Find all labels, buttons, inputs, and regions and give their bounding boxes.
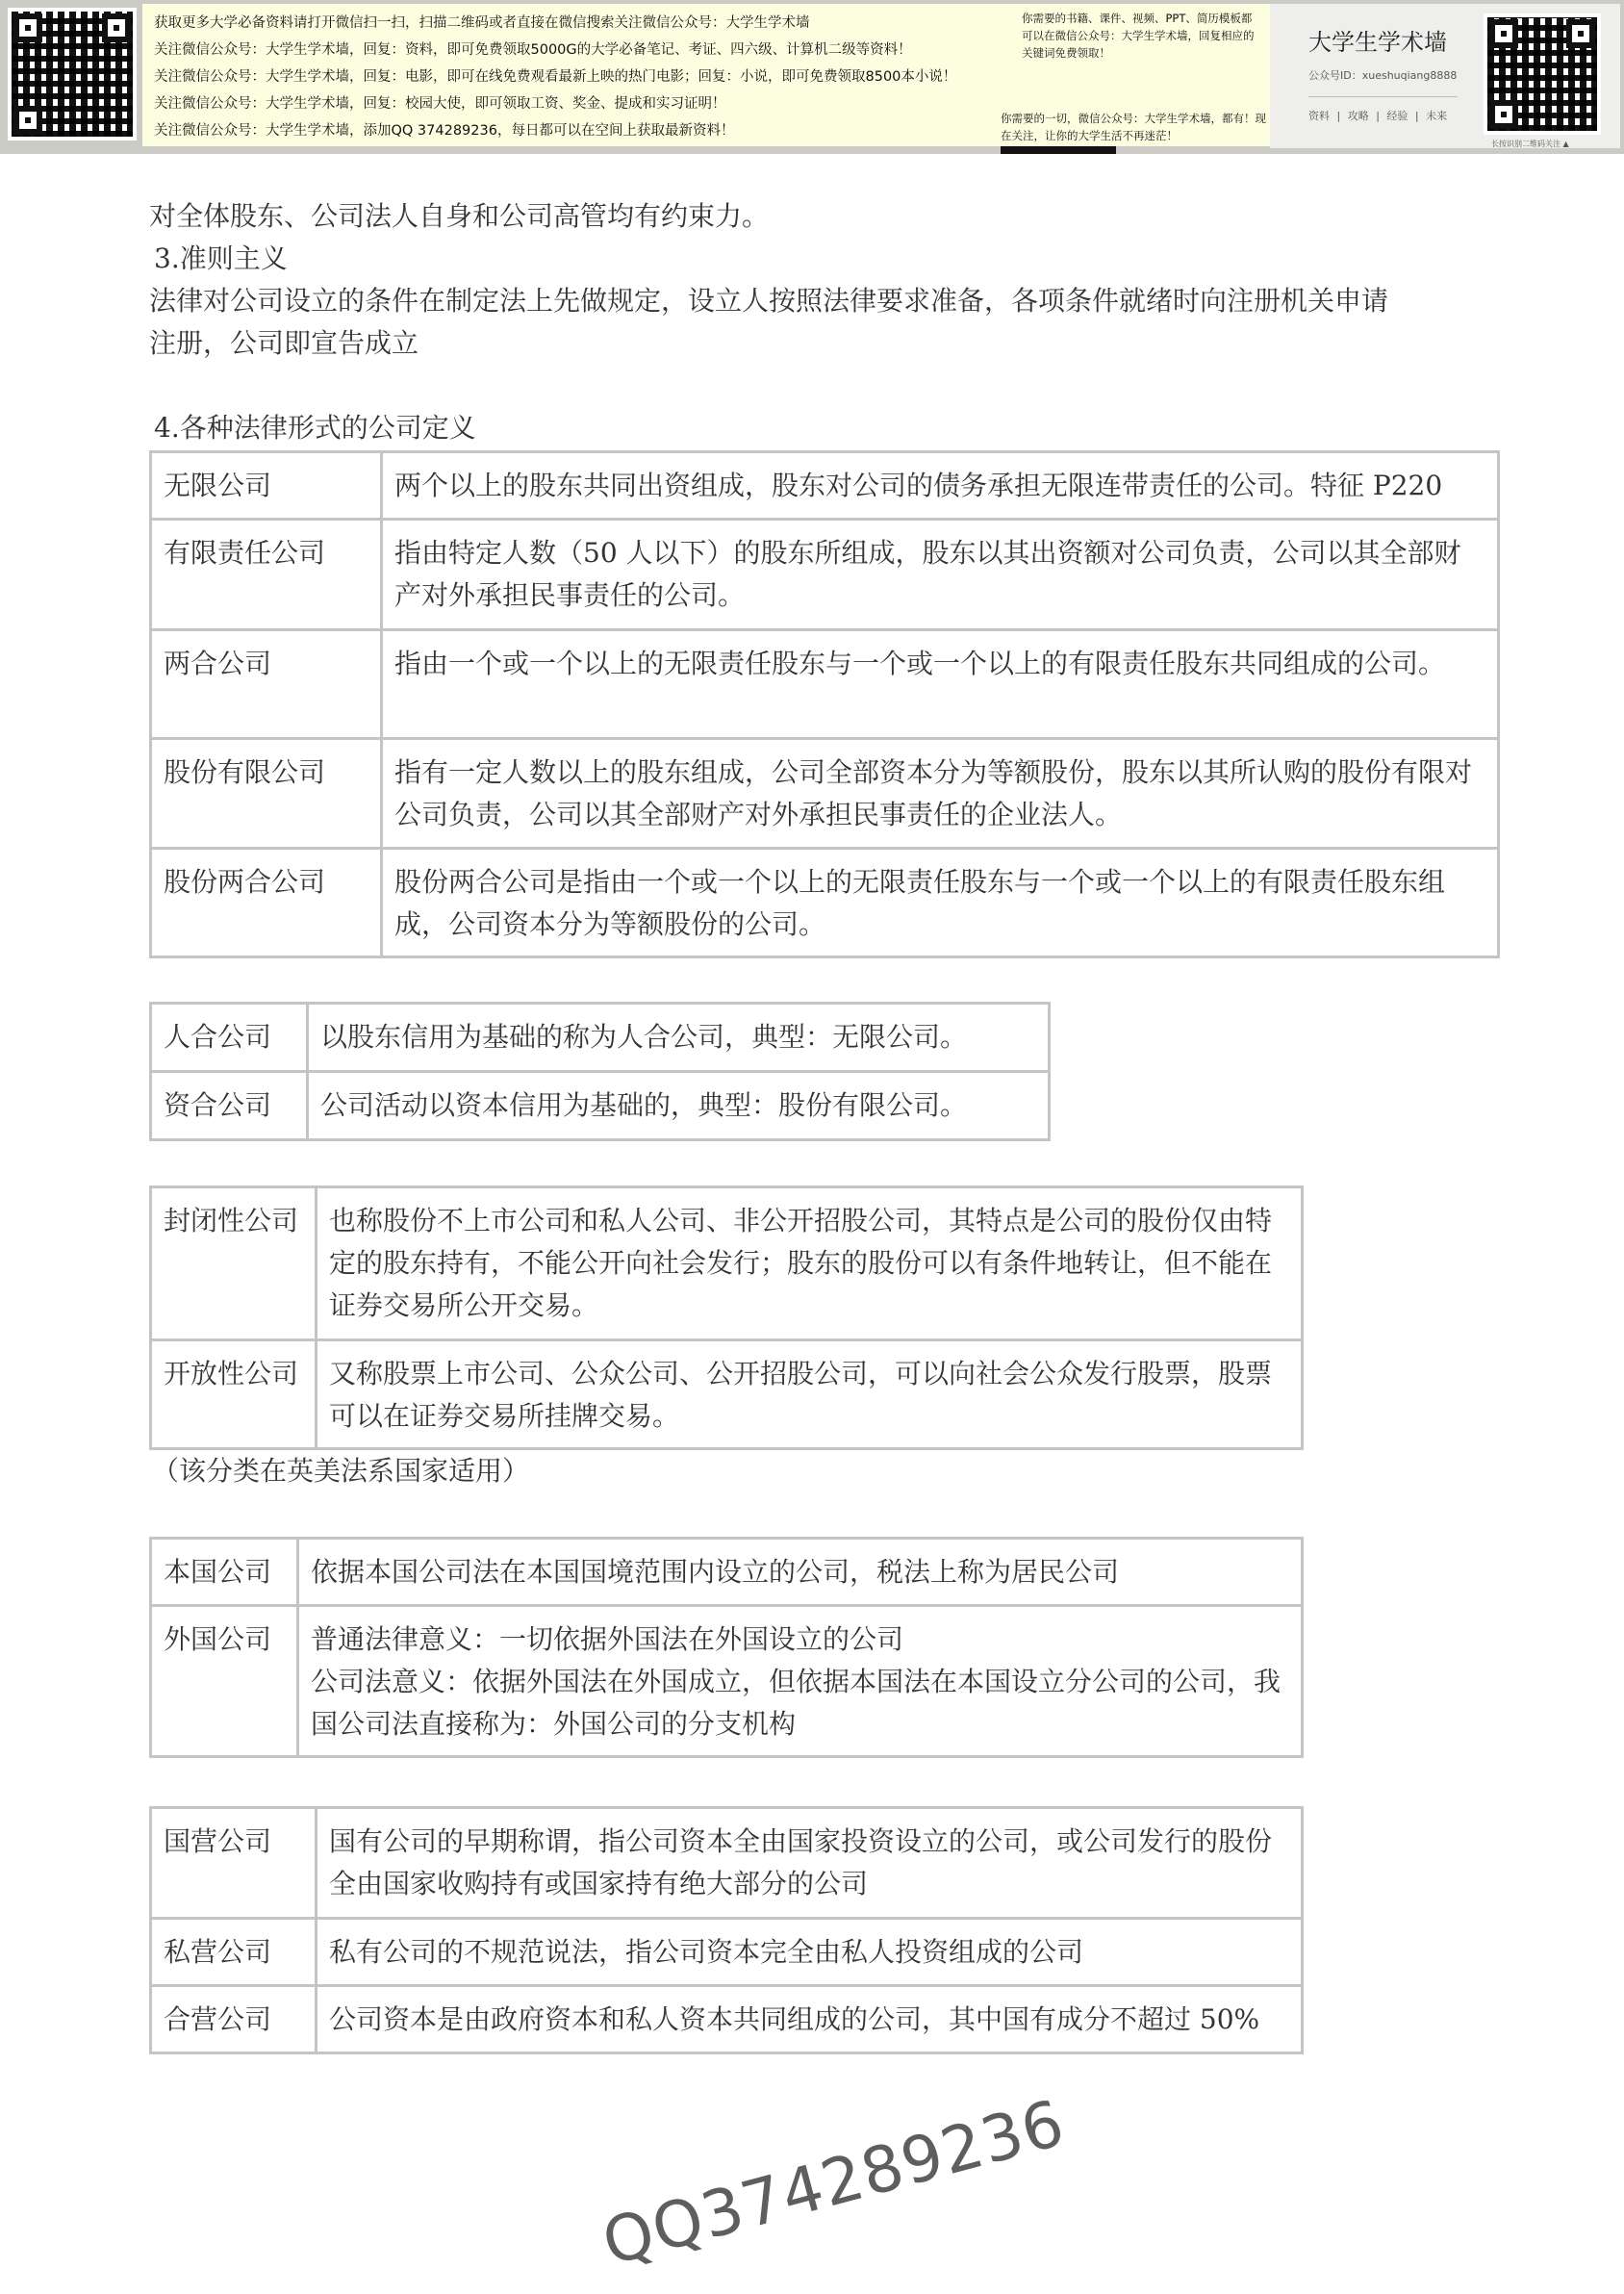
table-row [151, 452, 1499, 520]
table-row [151, 849, 1499, 957]
nationality-table [149, 1537, 1304, 1758]
watermark: QQ374289236 [595, 2085, 1073, 2281]
account-card [1270, 4, 1620, 148]
promo-line: 获取更多大学必备资料请打开微信扫一扫，扫描二维码或者直接在微信搜索关注微信公众号：大学生学术墙 [154, 15, 810, 31]
term: 合营公司 [151, 1986, 317, 2053]
spacer [149, 365, 1515, 407]
term: 国营公司 [151, 1808, 317, 1919]
promo-line: 关注微信公众号：大学生学术墙，添加QQ 374289236，每日都可以在空间上获取最新资料！ [154, 123, 735, 139]
table-row [151, 739, 1499, 849]
term: 资合公司 [151, 1072, 308, 1140]
promo-line: 关注微信公众号：大学生学术墙，回复：校园大使，即可领取工资、奖金、提成和实习证明！ [154, 96, 726, 112]
definition-line: 公司法意义：依据外国法在外国成立，但依据本国法在本国设立分公司的公司，我国公司法直接称为：外国公司的分支机构 [311, 1666, 1281, 1740]
table-row [151, 1539, 1303, 1606]
section-heading: 4.各种法律形式的公司定义 [154, 412, 476, 444]
share-transfer-table [149, 1185, 1304, 1450]
table-row [151, 520, 1499, 630]
table-note: （该分类在英美法系国家适用） [152, 1455, 530, 1487]
promo-line: 关注微信公众号：大学生学术墙，回复：资料，即可免费领取5000G的大学必备笔记、考证、四六级、计算机二级等资料！ [154, 42, 912, 58]
definition: 公司资本是由政府资本和私人资本共同组成的公司，其中国有成分不超过 50% [317, 1986, 1303, 2053]
qr-code-left [8, 8, 137, 140]
body-line: 对全体股东、公司法人自身和公司高管均有约束力。 [149, 200, 770, 232]
table-row [151, 1606, 1303, 1757]
definition: 也称股份不上市公司和私人公司、非公开招股公司，其特点是公司的股份仅由特定的股东持有，不能公开向社会发行；股东的股份可以有条件地转让，但不能在证券交易所公开交易。 [317, 1187, 1303, 1340]
section-heading: 3.准则主义 [154, 242, 288, 274]
definition: 两个以上的股东共同出资组成，股东对公司的债务承担无限连带责任的公司。特征 P220 [382, 452, 1499, 520]
promo-banner [0, 0, 1624, 154]
account-links: 资料 | 攻略 | 经验 | 未来 [1308, 110, 1448, 122]
account-title: 大学生学术墙 [1308, 29, 1447, 56]
table-row [151, 1072, 1050, 1140]
term: 无限公司 [151, 452, 382, 520]
document-body [149, 195, 1515, 2054]
term: 封闭性公司 [151, 1187, 317, 1340]
table-row [151, 1808, 1303, 1919]
table-row [151, 1187, 1303, 1340]
definition: 国有公司的早期称谓，指公司资本全由国家投资设立的公司，或公司发行的股份全由国家收购持有或国家持有绝大部分的公司 [317, 1808, 1303, 1919]
banner-strip [1001, 146, 1116, 154]
promo-line: 关注微信公众号：大学生学术墙，回复：电影，即可在线免费观看最新上映的热门电影；回复：小说，即可免费领取8500本小说！ [154, 69, 957, 85]
definition: 指由特定人数（50 人以下）的股东所组成，股东以其出资额对公司负责，公司以其全部财产对外承担民事责任的公司。 [382, 520, 1499, 630]
term: 开放性公司 [151, 1340, 317, 1449]
term: 有限责任公司 [151, 520, 382, 630]
body-line: 法律对公司设立的条件在制定法上先做规定，设立人按照法律要求准备，各项条件就绪时向注册机关申请 [149, 285, 1389, 317]
qr-code-right [1484, 13, 1601, 135]
divider [1308, 96, 1458, 97]
promo-side-top: 你需要的书籍、课件、视频、PPT、简历模板都可以在微信公众号：大学生学术墙，回复相应的关键词免费领取！ [1022, 12, 1255, 60]
definition: 指有一定人数以上的股东组成，公司全部资本分为等额股份，股东以其所认购的股份有限对公司负责，公司以其全部财产对外承担民事责任的企业法人。 [382, 739, 1499, 849]
definition [298, 1606, 1303, 1757]
promo-side-box [1001, 4, 1270, 146]
term: 股份两合公司 [151, 849, 382, 957]
definition: 依据本国公司法在本国国境范围内设立的公司，税法上称为居民公司 [298, 1539, 1303, 1606]
table-row [151, 1340, 1303, 1449]
term: 两合公司 [151, 630, 382, 739]
promo-side-bottom: 你需要的一切，微信公众号：大学生学术墙，都有！现在关注，让你的大学生活不再迷茫！ [1001, 112, 1266, 142]
term: 私营公司 [151, 1919, 317, 1986]
definition: 指由一个或一个以上的无限责任股东与一个或一个以上的有限责任股东共同组成的公司。 [382, 630, 1499, 739]
term: 股份有限公司 [151, 739, 382, 849]
promo-text-box [142, 4, 1001, 146]
table-row [151, 1919, 1303, 1986]
definition: 又称股票上市公司、公众公司、公开招股公司，可以向社会公众发行股票，股票可以在证券交易所挂牌交易。 [317, 1340, 1303, 1449]
term: 外国公司 [151, 1606, 298, 1757]
term: 本国公司 [151, 1539, 298, 1606]
definition-line: 普通法律意义：一切依据外国法在外国设立的公司 [311, 1623, 904, 1655]
qr-caption: 长按识别二维码关注 ▲ [1491, 140, 1569, 148]
term: 人合公司 [151, 1004, 308, 1072]
table-row [151, 1986, 1303, 2053]
definition: 以股东信用为基础的称为人合公司，典型：无限公司。 [308, 1004, 1050, 1072]
table-row [151, 630, 1499, 739]
definition: 股份两合公司是指由一个或一个以上的无限责任股东与一个或一个以上的有限责任股东组成，公司资本分为等额股份的公司。 [382, 849, 1499, 957]
body-line: 注册，公司即宣告成立 [149, 327, 419, 359]
credit-basis-table [149, 1002, 1051, 1141]
company-forms-table [149, 450, 1500, 958]
definition: 私有公司的不规范说法，指公司资本完全由私人投资组成的公司 [317, 1919, 1303, 1986]
definition: 公司活动以资本信用为基础的，典型：股份有限公司。 [308, 1072, 1050, 1140]
account-id: 公众号ID：xueshuqiang8888 [1308, 69, 1458, 82]
ownership-table [149, 1806, 1304, 2054]
table-row [151, 1004, 1050, 1072]
